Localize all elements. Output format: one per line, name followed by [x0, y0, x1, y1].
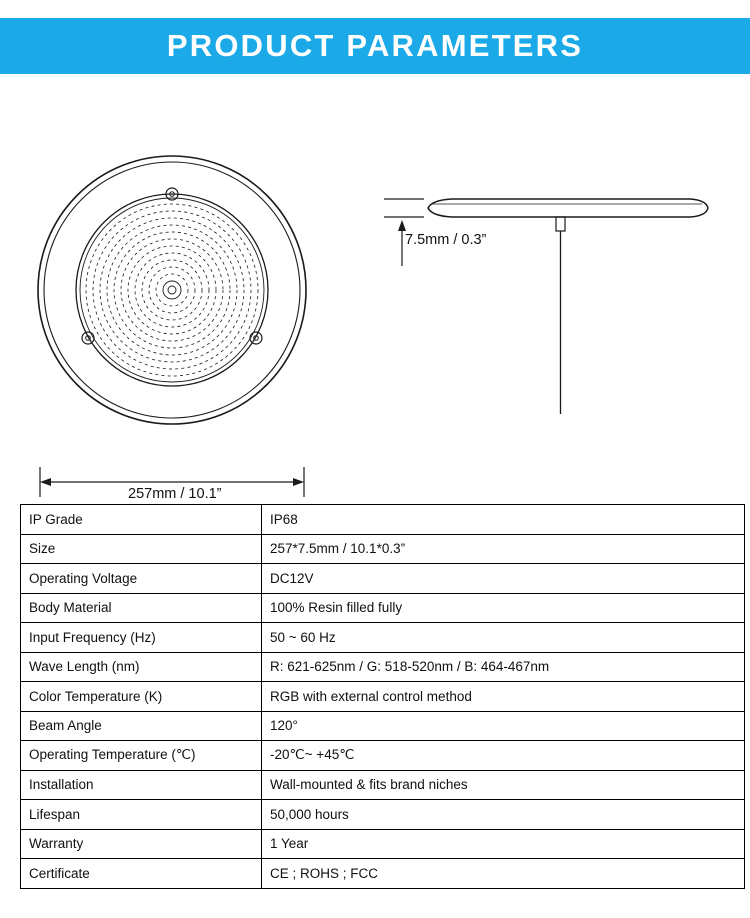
width-dimension-label: 257mm / 10.1” — [128, 486, 222, 502]
page-header-banner — [0, 18, 750, 74]
pool-light-front-view — [20, 114, 340, 514]
spec-key: IP Grade — [21, 505, 262, 535]
table-row — [21, 682, 745, 712]
spec-key: Wave Length (nm) — [21, 652, 262, 682]
technical-drawing — [0, 74, 750, 502]
table-row — [21, 829, 745, 859]
spec-key: Operating Temperature (℃) — [21, 741, 262, 771]
table-row — [21, 711, 745, 741]
table-row — [21, 534, 745, 564]
spec-value: IP68 — [262, 505, 745, 535]
table-row — [21, 800, 745, 830]
spec-key: Color Temperature (K) — [21, 682, 262, 712]
table-row — [21, 623, 745, 653]
table-row — [21, 741, 745, 771]
spec-key: Beam Angle — [21, 711, 262, 741]
spec-value: -20℃~ +45℃ — [262, 741, 745, 771]
spec-key: Input Frequency (Hz) — [21, 623, 262, 653]
spec-key: Size — [21, 534, 262, 564]
spec-key: Warranty — [21, 829, 262, 859]
table-row — [21, 770, 745, 800]
table-row — [21, 859, 745, 889]
thickness-dimension-label: 7.5mm / 0.3” — [405, 232, 487, 248]
spec-value: RGB with external control method — [262, 682, 745, 712]
spec-value: R: 621-625nm / G: 518-520nm / B: 464-467nm — [262, 652, 745, 682]
spec-value: CE ; ROHS ; FCC — [262, 859, 745, 889]
table-row — [21, 505, 745, 535]
spec-key: Installation — [21, 770, 262, 800]
page-title: PRODUCT PARAMETERS — [166, 28, 584, 63]
pool-light-side-view — [380, 124, 740, 444]
spec-key: Body Material — [21, 593, 262, 623]
spec-value: 257*7.5mm / 10.1*0.3” — [262, 534, 745, 564]
table-row — [21, 564, 745, 594]
spec-value: 100% Resin filled fully — [262, 593, 745, 623]
spec-value: DC12V — [262, 564, 745, 594]
specification-table — [20, 504, 745, 889]
spec-value: 120° — [262, 711, 745, 741]
spec-value: 50,000 hours — [262, 800, 745, 830]
table-row — [21, 652, 745, 682]
table-row — [21, 593, 745, 623]
spec-value: 50 ~ 60 Hz — [262, 623, 745, 653]
spec-key: Operating Voltage — [21, 564, 262, 594]
spec-key: Certificate — [21, 859, 262, 889]
spec-value: 1 Year — [262, 829, 745, 859]
spec-value: Wall-mounted & fits brand niches — [262, 770, 745, 800]
spec-key: Lifespan — [21, 800, 262, 830]
